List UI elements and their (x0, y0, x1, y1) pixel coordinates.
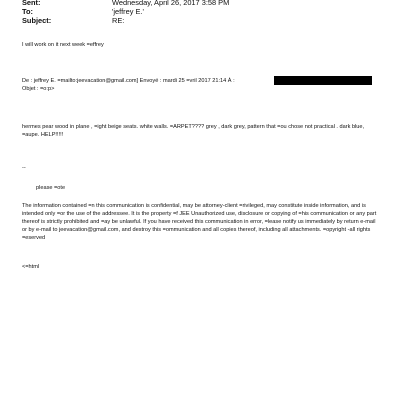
subject-label: Subject: (22, 16, 52, 25)
objet-line: Objet : =o:p> (22, 86, 55, 92)
quoted-header: De : jeffrey E. =mailto:jeevacation@gmail.com] Envoyé : mardi 25 =vril 2017 21:14 À : (22, 78, 235, 84)
sent-value: Wednesday, April 26, 2017 3:58 PM (112, 0, 230, 7)
disclaimer-text: The information contained =n this communication is confidential, may be attorney-client =rivileged, may constitute inside information, and is intended only =or the use of the addressee. It is the property =f JEE Unauthorized use, disclosure or copying of =his communication or any part thereof is strictly prohibited and =ay be unlawful. If you have received this communication in error, =lease notify us immediately by return e-mail or by e-mail to jeevacation@gmail.com, and destroy this =ommunication and all copies thereof, including all attachments. =opyright -all rights =eserved (22, 203, 377, 242)
sent-label: Sent: (22, 0, 41, 7)
please-note: please =ote (36, 185, 66, 191)
message-text: hermes pear wood in plane , =ight beige seats. white walls. =ARPET???? grey , dark grey, pattern that =ou chose not practical . dark blue, =aupe. HELP!!!!! (22, 124, 365, 139)
to-value: 'jeffrey E.' (112, 7, 144, 16)
reply-line: I will work on it next week =effrey (22, 42, 104, 48)
to-label: To: (22, 7, 33, 16)
subject-value: RE: (112, 16, 125, 25)
redaction-bar-recipient (274, 76, 372, 85)
separator: -- (22, 165, 26, 171)
closing-tag: <=html (22, 264, 40, 270)
